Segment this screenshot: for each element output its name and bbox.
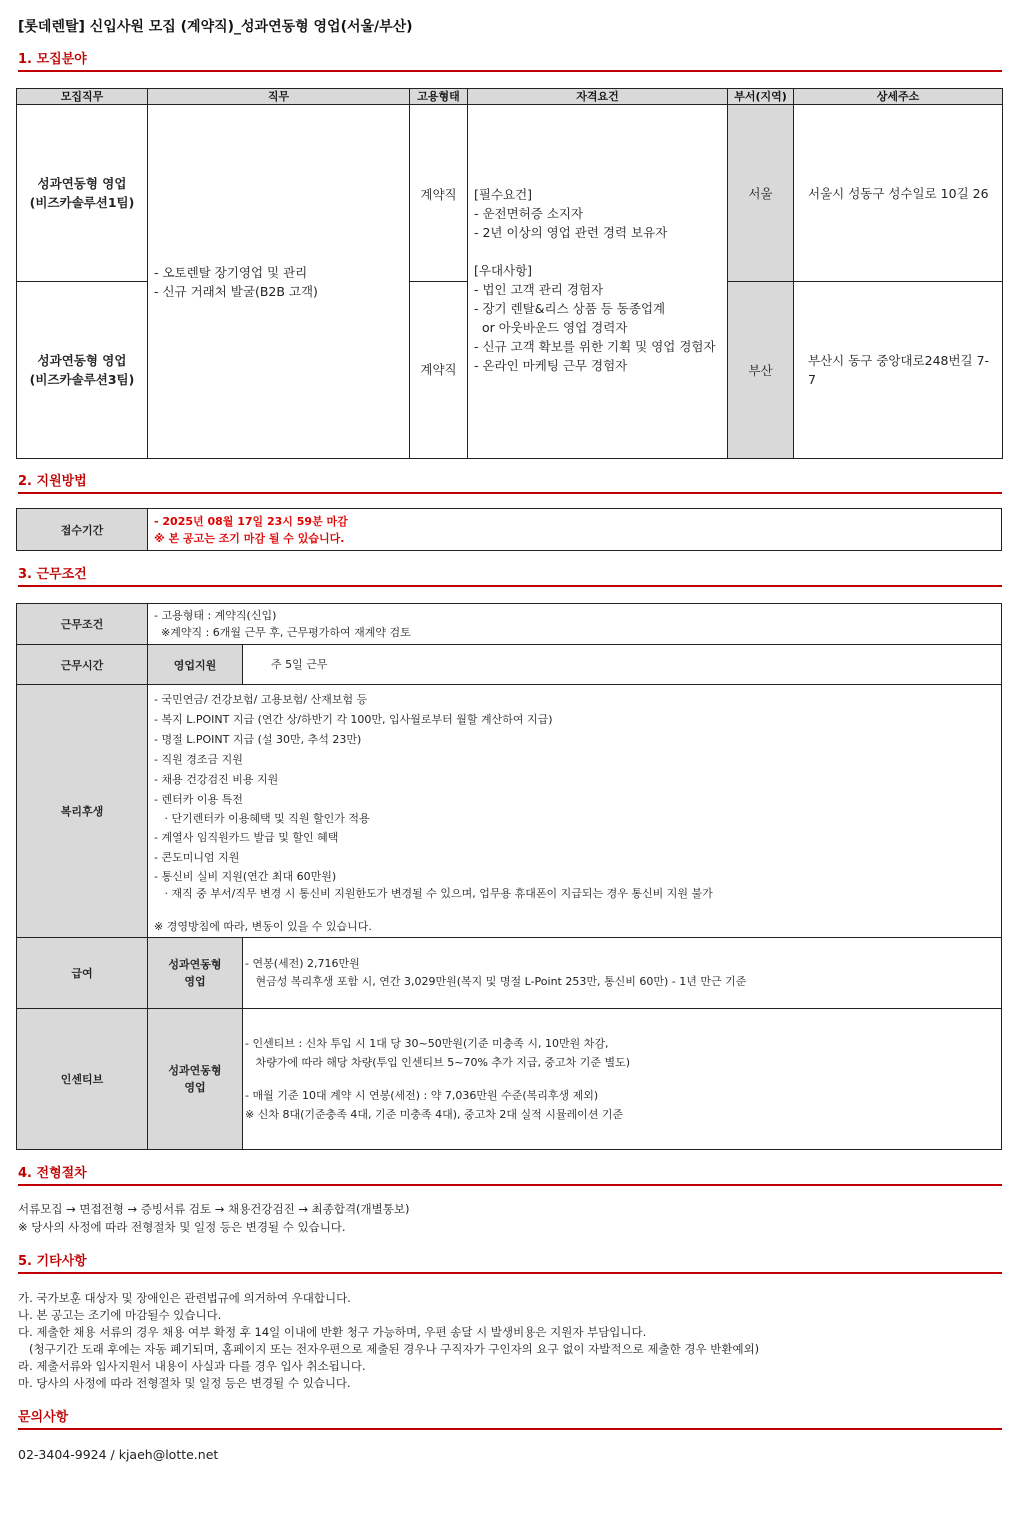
header-qualifications: 자격요건 (468, 89, 728, 105)
table-row (17, 1009, 1002, 1150)
header-employment-type: 고용형태 (410, 89, 468, 105)
section-contact-heading: 문의사항 (18, 1410, 1002, 1430)
section-etc-heading: 5. 기타사항 (18, 1254, 1002, 1274)
apply-table (16, 508, 1002, 551)
process-note: ※ 당사의 사정에 따라 전형절차 및 일정 등은 변경될 수 있습니다. (18, 1220, 346, 1234)
etc-list (18, 1290, 759, 1392)
recruit-table-header (17, 89, 1003, 105)
process-steps: 서류모집 → 면접전형 → 증빙서류 검토 → 채용건강검진 → 최종합격(개별통보) (18, 1202, 410, 1216)
position-cell: 성과연동형 영업 (비즈카솔루션1팀) (17, 105, 148, 282)
region-cell: 부산 (728, 282, 794, 459)
work-condition-value: - 고용형태 : 계약직(신입) ※계약직 : 6개월 근무 후, 근무평가하여 재계약 검토 (148, 604, 1002, 645)
work-hours-sub: 영업지원 (148, 645, 243, 685)
qualifications-cell: [필수요건] - 운전면허증 소지자 - 2년 이상의 영업 관련 경력 보유자 [우대사항] - 법인 고객 관리 경험자 - 장기 렌탈&리스 상품 등 동종업계 or 아웃바운드 영업 경력자 - 신규 고객 확보를 위한 기획 및 영업 경험자 - 온라인 마케팅 근무 경험자 (468, 105, 728, 459)
apply-period-label: 접수기간 (17, 509, 148, 551)
address-cell: 서울시 성동구 성수일로 10길 26 (794, 105, 1003, 282)
incentive-sub: 성과연동형 영업 (148, 1009, 243, 1150)
work-hours-value: 주 5일 근무 (243, 645, 1002, 685)
list-item: (청구기간 도래 후에는 자동 폐기되며, 홈페이지 또는 전자우편으로 제출된 경우나 구직자가 구인자의 요구 없이 자발적으로 제출한 경우 반환예외) (18, 1342, 760, 1356)
section-recruit-heading: 1. 모집분야 (18, 52, 1002, 72)
contact-info: 02-3404-9924 / kjaeh@lotte.net (18, 1447, 219, 1462)
list-item: 라. 제출서류와 입사지원서 내용이 사실과 다를 경우 입사 취소됩니다. (18, 1359, 366, 1373)
welfare-label: 복리후생 (17, 685, 148, 938)
region-cell: 서울 (728, 105, 794, 282)
duty-cell: - 오토렌탈 장기영업 및 관리 - 신규 거래처 발굴(B2B 고객) (148, 105, 410, 459)
header-position: 모집직무 (17, 89, 148, 105)
incentive-label: 인센티브 (17, 1009, 148, 1150)
section-process-heading: 4. 전형절차 (18, 1166, 1002, 1186)
table-row (17, 645, 1002, 685)
work-condition-label: 근무조건 (17, 604, 148, 645)
page-title: [롯데렌탈] 신입사원 모집 (계약직)_성과연동형 영업(서울/부산) (18, 19, 413, 35)
list-item: 가. 국가보훈 대상자 및 장애인은 관련법규에 의거하여 우대합니다. (18, 1291, 351, 1305)
table-row (17, 604, 1002, 645)
incentive-value: - 인센티브 : 신차 투입 시 1대 당 30~50만원(기준 미충족 시, 10만원 차감, 차량가에 따라 해당 차량(투입 인센티브 5~70% 추가 지급, 중고차 기준 별도) - 매월 기준 10대 계약 시 연봉(세전) : 약 7,036만원 수준(복리후생 제외) ※ 신차 8대(기준충족 4대, 기준 미충족 4대), 중고차 2대 실적 시뮬레이션 기준 (243, 1009, 1002, 1150)
salary-label: 급여 (17, 938, 148, 1009)
employment-type-cell: 계약직 (410, 105, 468, 282)
table-row (17, 105, 1003, 282)
list-item: 마. 당사의 사정에 따라 전형절차 및 일정 등은 변경될 수 있습니다. (18, 1376, 351, 1390)
employment-type-cell: 계약직 (410, 282, 468, 459)
salary-value: - 연봉(세전) 2,716만원 현금성 복리후생 포함 시, 연간 3,029만원(복지 및 명절 L-Point 253만, 통신비 60만) - 1년 만근 기준 (243, 938, 1002, 1009)
header-address: 상세주소 (794, 89, 1003, 105)
address-cell: 부산시 동구 중앙대로248번길 7-7 (794, 282, 1003, 459)
table-row (17, 938, 1002, 1009)
salary-sub: 성과연동형 영업 (148, 938, 243, 1009)
conditions-table (16, 603, 1002, 1150)
table-row (17, 685, 1002, 938)
header-region: 부서(지역) (728, 89, 794, 105)
welfare-value: - 국민연금/ 건강보험/ 고용보험/ 산재보험 등 - 복지 L.POINT 지급 (연간 상/하반기 각 100만, 입사월로부터 월할 계산하여 지급) - 명절 L.POINT 지급 (설 30만, 추석 23만) - 직원 경조금 지원 - 채용 건강검진 비용 지원 - 렌터카 이용 특전 · 단기렌터카 이용혜택 및 직원 할인가 적용 - 계열사 임직원카드 발급 및 할인 혜택 - 콘도미니엄 지원 - 통신비 실비 지원(연간 최대 60만원) · 재직 중 부서/직무 변경 시 통신비 지원한도가 변경될 수 있으며, 업무용 휴대폰이 지급되는 경우 통신비 지원 불가 ※ 경영방침에 따라, 변동이 있을 수 있습니다. (148, 685, 1002, 938)
recruit-table (16, 88, 1003, 459)
section-conditions-heading: 3. 근무조건 (18, 567, 1002, 587)
work-hours-label: 근무시간 (17, 645, 148, 685)
apply-period-value: - 2025년 08월 17일 23시 59분 마감 ※ 본 공고는 조기 마감 될 수 있습니다. (148, 509, 1002, 551)
section-apply-heading: 2. 지원방법 (18, 474, 1002, 494)
header-duty: 직무 (148, 89, 410, 105)
list-item: 나. 본 공고는 조기에 마감될수 있습니다. (18, 1308, 222, 1322)
list-item: 다. 제출한 채용 서류의 경우 채용 여부 확정 후 14일 이내에 반환 청구 가능하며, 우편 송달 시 발생비용은 지원자 부담입니다. (18, 1325, 647, 1339)
position-cell: 성과연동형 영업 (비즈카솔루션3팀) (17, 282, 148, 459)
